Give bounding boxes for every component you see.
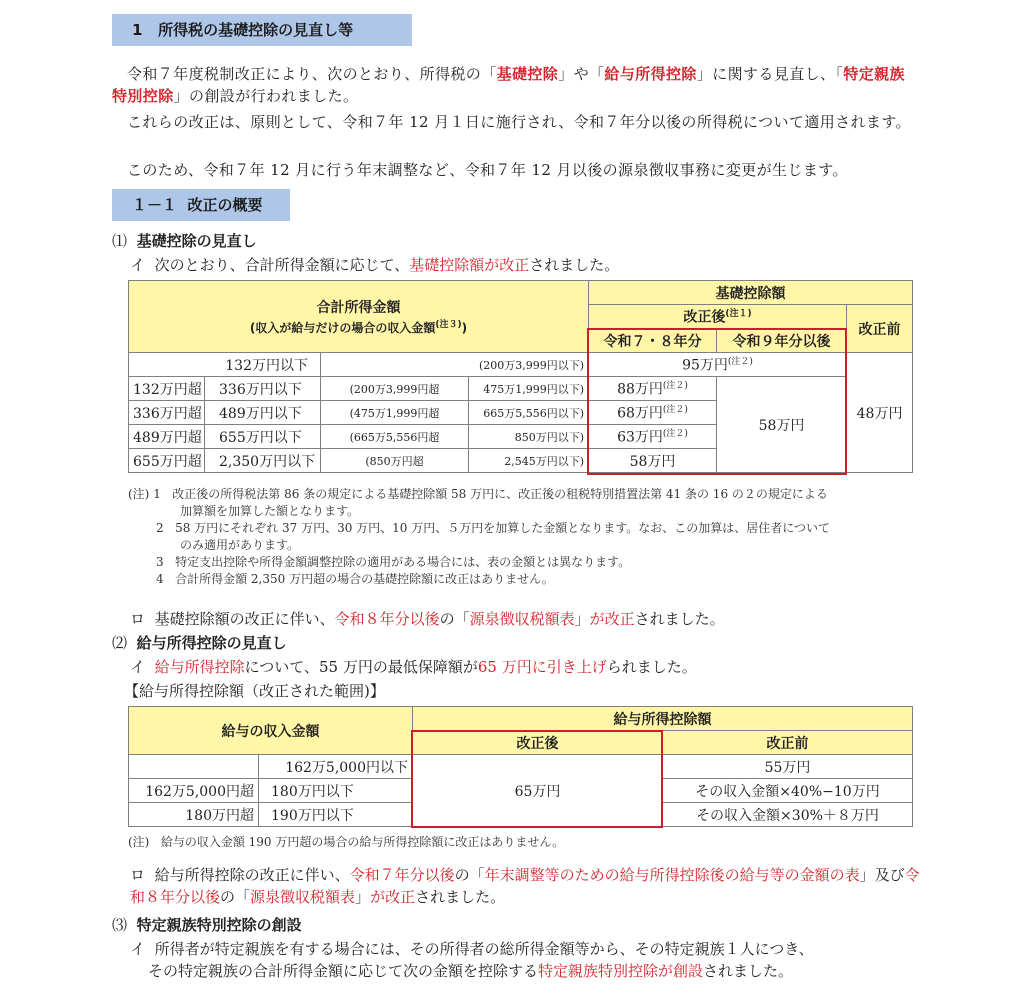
header-salary-deduction: 給与所得控除額 <box>413 707 913 731</box>
subsection-header <box>112 189 290 221</box>
header-before: 改正前 <box>663 731 913 755</box>
intro-paragraph-1: 令和７年度税制改正により、次のとおり、所得税の「基礎控除」や「給与所得控除」に関する見直し、「特定親族特別控除」の創設が行われました。 <box>112 65 905 105</box>
notes-1: (注) 1 改正後の所得税法第 86 条の規定による基礎控除額 58 万円に、改正後の租税特別措置法第 41 条の 16 の２の規定による 加算額を加算した額となります。 2 58 万円にそれぞれ 37 万円、30 万円、10 万円、５万円を加算した金額となります。なお、この加算は、居住者について のみ適用があります。 3 特定支出控除や所得金額調整控除の適用がある場合には、表の金額とは異なります。 4 合計所得金額 2,350 万円超の場合の基礎控除額に改正はありません。 <box>128 487 831 586</box>
header-r9: 令和９年分以後 <box>717 329 847 353</box>
header-salary-income: 給与の収入金額 <box>129 707 413 755</box>
header-r7-8: 令和７・８年分 <box>589 329 717 353</box>
basic-deduction-table <box>128 280 913 473</box>
before-value: 48万円 <box>847 353 913 473</box>
subsection-title: 改正の概要 <box>187 196 263 214</box>
item-1-i: イ 次のとおり、合計所得金額に応じて、基礎控除額が改正されました。 <box>130 256 620 274</box>
item-3-i: イ 所得者が特定親族を有する場合には、その所得者の総所得金額等から、その特定親族１人につき、 その特定親族の合計所得金額に応じて次の金額を控除する特定親族特別控除が創設されました。 <box>130 940 814 980</box>
kw-specific-relative: 特定親族特別控除 <box>112 65 905 105</box>
item-3-heading: ⑶ 特定親族特別控除の創設 <box>112 916 302 934</box>
header-basic-deduction: 基礎控除額 <box>589 281 913 305</box>
table-row: 336万円超 489万円以下 (475万1,999円超 665万5,556円以下) 68万円$^{(注2)}$ <box>129 401 913 425</box>
table-row: 132万円以下 (200万3,999円以下) 95万円$^{(注2)}$ 48万円 <box>129 353 913 377</box>
kw-basic-deduction: 基礎控除 <box>496 65 559 83</box>
table-row: 132万円超 336万円以下 (200万3,999円超 475万1,999円以下) 88万円$^{(注2)}$ 58万円 <box>129 377 913 401</box>
table-row: 655万円超 2,350万円以下 (850万円超 2,545万円以下) 58万円 <box>129 449 913 473</box>
header-after-revision: 改正後$^{(注1)}$ <box>589 305 847 329</box>
intro-paragraph-3: このため、令和７年 12 月に行う年末調整など、令和７年 12 月以後の源泉徴収事務に変更が生じます。 <box>127 161 848 179</box>
notes-2: (注) 給与の収入金額 190 万円超の場合の給与所得控除額に改正はありません。 <box>128 835 565 849</box>
subsection-number: １－１ <box>132 196 178 214</box>
kw-salary-deduction: 給与所得控除 <box>604 65 697 83</box>
header-total-income: 合計所得金額 (収入が給与だけの場合の収入金額$^{(注3)}$) <box>129 281 589 353</box>
intro-paragraph-2: これらの改正は、原則として、令和７年 12 月１日に施行され、令和７年分以後の所得税について適用されます。 <box>127 113 911 131</box>
item-1-ro: ロ 基礎控除額の改正に伴い、令和８年分以後の「源泉徴収税額表」が改正されました。 <box>130 610 725 628</box>
item-1-heading: ⑴ 基礎控除の見直し <box>112 232 257 250</box>
table-row: 489万円超 655万円以下 (665万5,556円超 850万円以下) 63万円$^{(注2)}$ <box>129 425 913 449</box>
section-number: 1 <box>132 21 143 39</box>
header-after: 改正後 <box>413 731 663 755</box>
r9-merged-value: 58万円 <box>717 377 847 473</box>
table-row: 180万円超 190万円以下 その収入金額×30%＋８万円 <box>129 803 913 827</box>
table-row: 162万5,000円超 180万円以下 その収入金額×40%−10万円 <box>129 779 913 803</box>
item-2-ro: ロ 給与所得控除の改正に伴い、令和７年分以後の「年末調整等のための給与所得控除後の給与等の金額の表」及び令和８年分以後の「源泉徴収税額表」が改正されました。 <box>130 866 920 906</box>
header-before-revision: 改正前 <box>847 305 913 353</box>
item-2-i: イ 給与所得控除について、55 万円の最低保障額が65 万円に引き上げられました。 <box>130 658 697 676</box>
salary-deduction-table <box>128 706 913 827</box>
after-merged-value: 65万円 <box>413 755 663 827</box>
table-2-caption: 【給与所得控除額（改正された範囲)】 <box>124 682 385 700</box>
section-header <box>112 14 412 46</box>
section-title: 所得税の基礎控除の見直し等 <box>158 21 354 39</box>
table-row: 162万5,000円以下 65万円 55万円 <box>129 755 913 779</box>
item-2-heading: ⑵ 給与所得控除の見直し <box>112 634 287 652</box>
